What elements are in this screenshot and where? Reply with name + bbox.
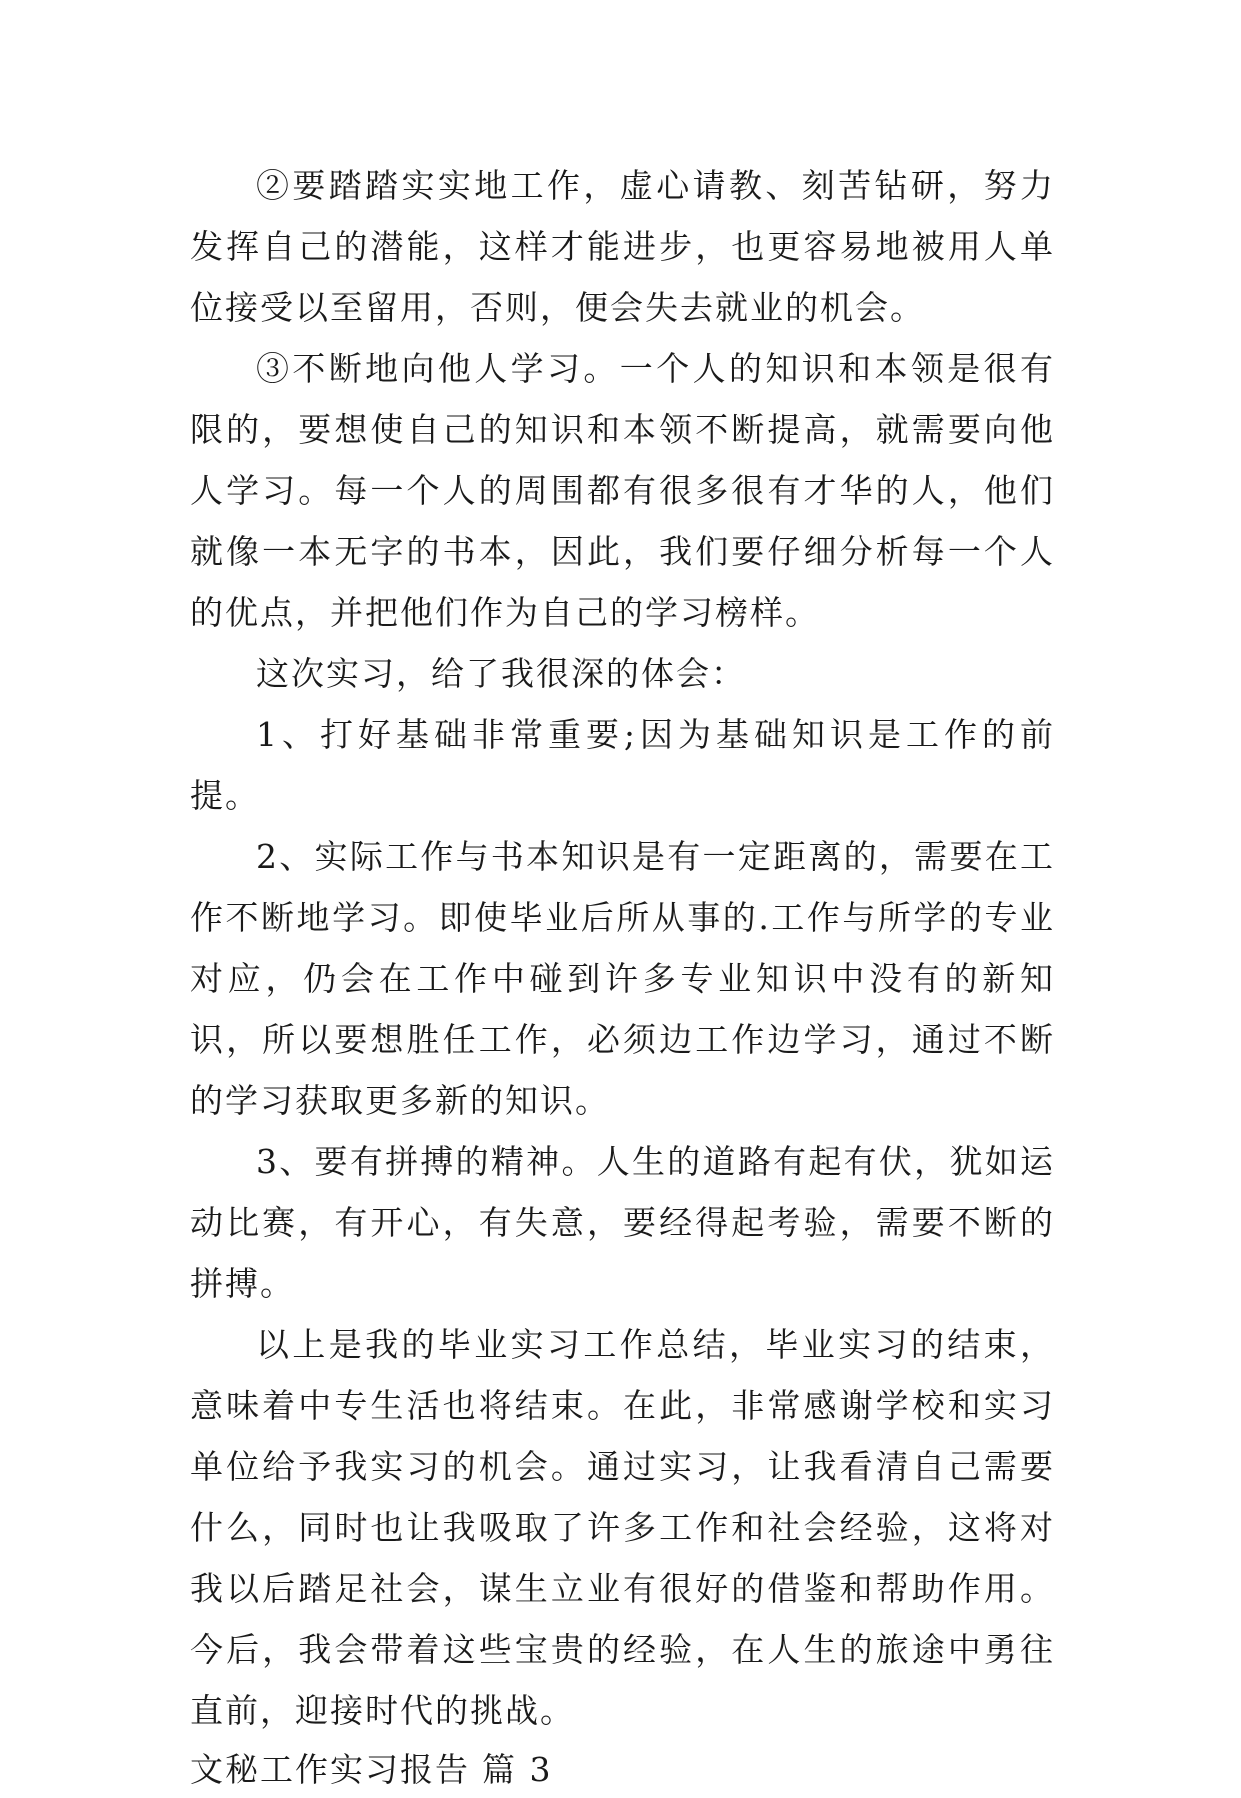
paragraph-point-3: 3、要有拼搏的精神。人生的道路有起有伏，犹如运动比赛，有开心，有失意，要经得起考验，需要不断的拼搏。 <box>190 1142 1055 1303</box>
paragraph-point-2: 2、实际工作与书本知识是有一定距离的，需要在工作不断地学习。即使毕业后所从事的.工作与所学的专业对应，仍会在工作中碰到许多专业知识中没有的新知识，所以要想胜任工作，必须边工作边学习，通过不断的学习获取更多新的知识。 <box>190 837 1055 1120</box>
document-body <box>190 155 1055 1798</box>
section-heading <box>190 1741 1055 1798</box>
section-heading-part: 篇 3 <box>482 1750 553 1789</box>
section-heading-title: 文秘工作实习报告 <box>190 1750 470 1789</box>
paragraph-learn-from-others: ③不断地向他人学习。一个人的知识和本领是很有限的，要想使自己的知识和本领不断提高，就需要向他人学习。每一个人的周围都有很多很有才华的人，他们就像一本无字的书本，因此，我们要仔细分析每一个人的优点，并把他们作为自己的学习榜样。 <box>190 349 1055 632</box>
paragraph-conclusion: 以上是我的毕业实习工作总结，毕业实习的结束，意味着中专生活也将结束。在此，非常感谢学校和实习单位给予我实习的机会。通过实习，让我看清自己需要什么，同时也让我吸取了许多工作和社会经验，这将对我以后踏足社会，谋生立业有很好的借鉴和帮助作用。今后，我会带着这些宝贵的经验，在人生的旅途中勇往直前，迎接时代的挑战。 <box>190 1325 1055 1730</box>
paragraph-point-1: 1、打好基础非常重要;因为基础知识是工作的前提。 <box>190 715 1055 815</box>
paragraph-work-diligently: ②要踏踏实实地工作，虚心请教、刻苦钻研，努力发挥自己的潜能，这样才能进步，也更容易地被用人单位接受以至留用，否则，便会失去就业的机会。 <box>190 166 1055 327</box>
paragraph-experience-intro: 这次实习，给了我很深的体会： <box>256 654 746 693</box>
